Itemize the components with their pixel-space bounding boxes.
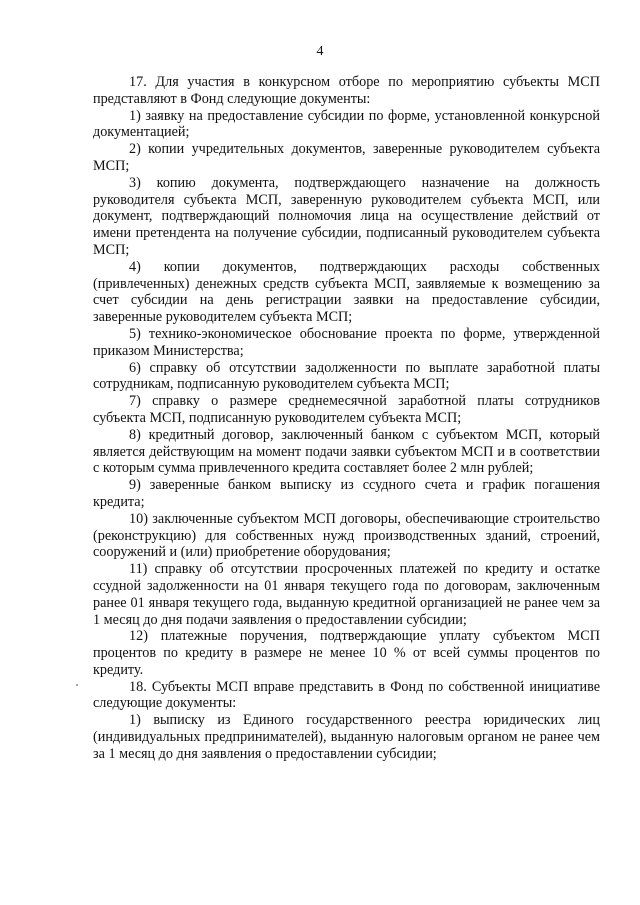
list-item-17-8: 8) кредитный договор, заключенный банком с субъектом МСП, который является действующим на момент подачи заявки субъектом МСП и в соответствии с которым сумма привлеченного кредита составляет более 2 млн рублей; — [93, 426, 600, 477]
list-item-17-10: 10) заключенные субъектом МСП договоры, обеспечивающие строительство (реконструкцию) для собственных нужд производственных зданий, строений, сооружений и (или) приобретение оборудования; — [93, 510, 600, 561]
list-item-17-4: 4) копии документов, подтверждающих расходы собственных (привлеченных) денежных средств субъекта МСП, заявляемые к возмещению за счет субсидии на день регистрации заявки на предоставление субсидии, заверенные руководителем субъекта МСП; — [93, 258, 600, 326]
list-item-17-3: 3) копию документа, подтверждающего назначение на должность руководителя субъекта МСП, заверенную руководителем субъекта МСП, или документ, подтверждающий полномочия лица на осуществление действий от имени претендента на получение субсидии, подписанный руководителем субъекта МСП; — [93, 174, 600, 258]
scan-artifact-dot — [76, 684, 78, 686]
list-item-18-1: 1) выписку из Единого государственного реестра юридических лиц (индивидуальных предпринимателей), выданную налоговым органом не ранее чем за 1 месяц до дня заявления о предоставлении субсидии; — [93, 712, 600, 762]
paragraph-17-intro: 17. Для участия в конкурсном отборе по мероприятию субъекты МСП представляют в Фонд следующие документы: — [93, 74, 600, 107]
list-item-17-2: 2) копии учредительных документов, заверенные руководителем субъекта МСП; — [93, 141, 600, 174]
list-item-17-9: 9) заверенные банком выписку из ссудного счета и график погашения кредита; — [93, 477, 600, 510]
paragraph-18-intro: 18. Субъекты МСП вправе представить в Фонд по собственной инициативе следующие документы: — [93, 678, 600, 712]
list-item-17-6: 6) справку об отсутствии задолженности по выплате заработной платы сотрудникам, подписанную руководителем субъекта МСП; — [93, 359, 600, 393]
list-item-17-7: 7) справку о размере среднемесячной заработной платы сотрудников субъекта МСП, подписанную руководителем субъекта МСП; — [93, 393, 600, 426]
document-body — [93, 74, 600, 763]
list-item-17-11: 11) справку об отсутствии просроченных платежей по кредиту и остатке ссудной задолженности на 01 января текущего года по договорам, заключенным ранее 01 января текущего года, выданную кредитной организацией не ранее чем за 1 месяц до дня подачи заявления о предоставлении субсидии; — [93, 561, 600, 628]
list-item-17-5: 5) технико-экономическое обоснование проекта по форме, утвержденной приказом Министерства; — [93, 325, 600, 359]
list-item-17-1: 1) заявку на предоставление субсидии по форме, установленной конкурсной документацией; — [93, 107, 600, 141]
page-number: 4 — [316, 44, 324, 59]
list-item-17-12: 12) платежные поручения, подтверждающие уплату субъектом МСП процентов по кредиту в размере не менее 10 % от всей суммы процентов по кредиту. — [93, 628, 600, 678]
